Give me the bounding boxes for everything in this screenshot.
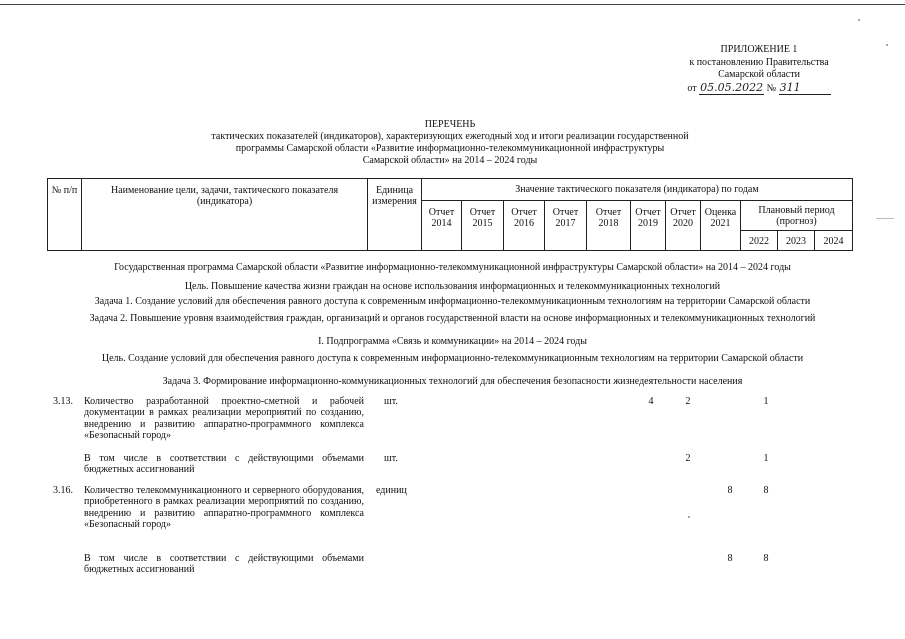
subgoal-heading: Цель. Создание условий для обеспечения равного доступа к современным информационно-телекоммуникационным технологиям на территории Самарской области xyxy=(101,353,804,364)
header-col-2014: Отчет 2014 xyxy=(422,201,462,251)
row-indicator-name: Количество разработанной проектно-сметной и рабочей документации в рамках реализации мероприятий по созданию, внедрению и развитию аппаратно-программного комплекса «Безопасный город» xyxy=(84,396,364,442)
handwritten-date: 05.05.2022 xyxy=(700,80,764,94)
header-values: Значение тактического показателя (индикатора) по годам xyxy=(422,179,853,201)
goal-heading: Цель. Повышение качества жизни граждан на основе использования информационных и телекоммуникационных технологий xyxy=(184,281,721,292)
header-plan-2022: 2022 xyxy=(741,231,778,251)
row-sub-value-2021: 8 xyxy=(727,553,733,564)
appendix-line-2: Самарской области xyxy=(718,69,800,80)
appendix-block xyxy=(659,44,859,95)
header-col-2017: Отчет 2017 xyxy=(545,201,587,251)
header-col-2021: Оценка 2021 xyxy=(701,201,741,251)
row-sub-unit: шт. xyxy=(384,453,398,464)
row-sub-indicator-name: В том числе в соответствии с действующими объемами бюджетных ассигнований xyxy=(84,453,364,476)
header-col-2020: Отчет 2020 xyxy=(666,201,701,251)
header-name: Наименование цели, задачи, тактического показателя (индикатора) xyxy=(82,179,368,251)
title-line-3: Самарской области» на 2014 – 2024 годы xyxy=(362,155,538,166)
appendix-line-1: к постановлению Правительства xyxy=(689,56,829,68)
header-plan-2023: 2023 xyxy=(778,231,815,251)
title-line-1: тактических показателей (индикаторов), характеризующих ежегодный ход и итоги реализации государственной xyxy=(211,131,689,142)
program-heading: Государственная программа Самарской области «Развитие информационно-телекоммуникационной инфраструктуры Самарской области» на 2014 – 2024 годы xyxy=(114,262,791,273)
header-col-2016: Отчет 2016 xyxy=(504,201,545,251)
row-indicator-name: Количество телекоммуникационного и серверного оборудования, приобретенного в рамках реализации мероприятий по созданию, внедрению и развитию аппаратно-программного комплекса «Безопасный город» xyxy=(84,485,364,531)
scan-speck xyxy=(886,44,888,46)
date-from-label: от xyxy=(687,82,697,94)
row-value-2022: 1 xyxy=(763,396,769,407)
scan-speck xyxy=(858,19,860,21)
row-sub-value-2022: 8 xyxy=(763,553,769,564)
row-value-2021: 8 xyxy=(727,485,733,496)
appendix-title: ПРИЛОЖЕНИЕ 1 xyxy=(720,44,798,55)
row-sub-value-2020: 2 xyxy=(685,453,691,464)
row-sub-value-2022: 1 xyxy=(763,453,769,464)
appendix-date-line xyxy=(659,82,859,96)
number-label: № xyxy=(766,82,777,94)
title-line-2: программы Самарской области «Развитие информационно-телекоммуникационной инфраструктуры xyxy=(235,143,665,154)
handwritten-number: 311 xyxy=(779,82,831,96)
row-sub-indicator-name: В том числе в соответствии с действующими объемами бюджетных ассигнований xyxy=(84,553,364,576)
row-number: 3.13. xyxy=(53,396,73,407)
task-2-heading: Задача 2. Повышение уровня взаимодействия граждан, организаций и органов государственной власти на основе информационных и телекоммуникационных технологий xyxy=(89,313,816,324)
row-value-2020: 2 xyxy=(685,396,691,407)
indicator-table-header xyxy=(47,178,853,251)
task-1-heading: Задача 1. Создание условий для обеспечения равного доступа к современным информационно-телекоммуникационным технологиям на территории Самарской области xyxy=(94,296,811,307)
row-value-2019: 4 xyxy=(648,396,654,407)
scan-speck xyxy=(688,516,690,518)
header-col-2019: Отчет 2019 xyxy=(631,201,666,251)
row-unit: шт. xyxy=(384,396,398,407)
row-value-2022: 8 xyxy=(763,485,769,496)
header-col-2018: Отчет 2018 xyxy=(587,201,631,251)
scan-top-border xyxy=(0,4,905,5)
subprogram-heading: I. Подпрограмма «Связь и коммуникации» на 2014 – 2024 годы xyxy=(318,336,587,347)
header-plan-2024: 2024 xyxy=(815,231,853,251)
row-number: 3.16. xyxy=(53,485,73,496)
document-title xyxy=(130,119,770,167)
row-unit: единиц xyxy=(376,485,407,496)
header-plan-period: Плановый период (прогноз) xyxy=(741,201,853,231)
header-col-2015: Отчет 2015 xyxy=(462,201,504,251)
scan-speck xyxy=(876,218,894,219)
header-num: № п/п xyxy=(48,179,82,251)
header-unit: Единица измерения xyxy=(368,179,422,251)
task-3-heading: Задача 3. Формирование информационно-коммуникационных технологий для обеспечения безопасности жизнедеятельности населения xyxy=(162,376,743,387)
title-heading: ПЕРЕЧЕНЬ xyxy=(424,119,476,130)
